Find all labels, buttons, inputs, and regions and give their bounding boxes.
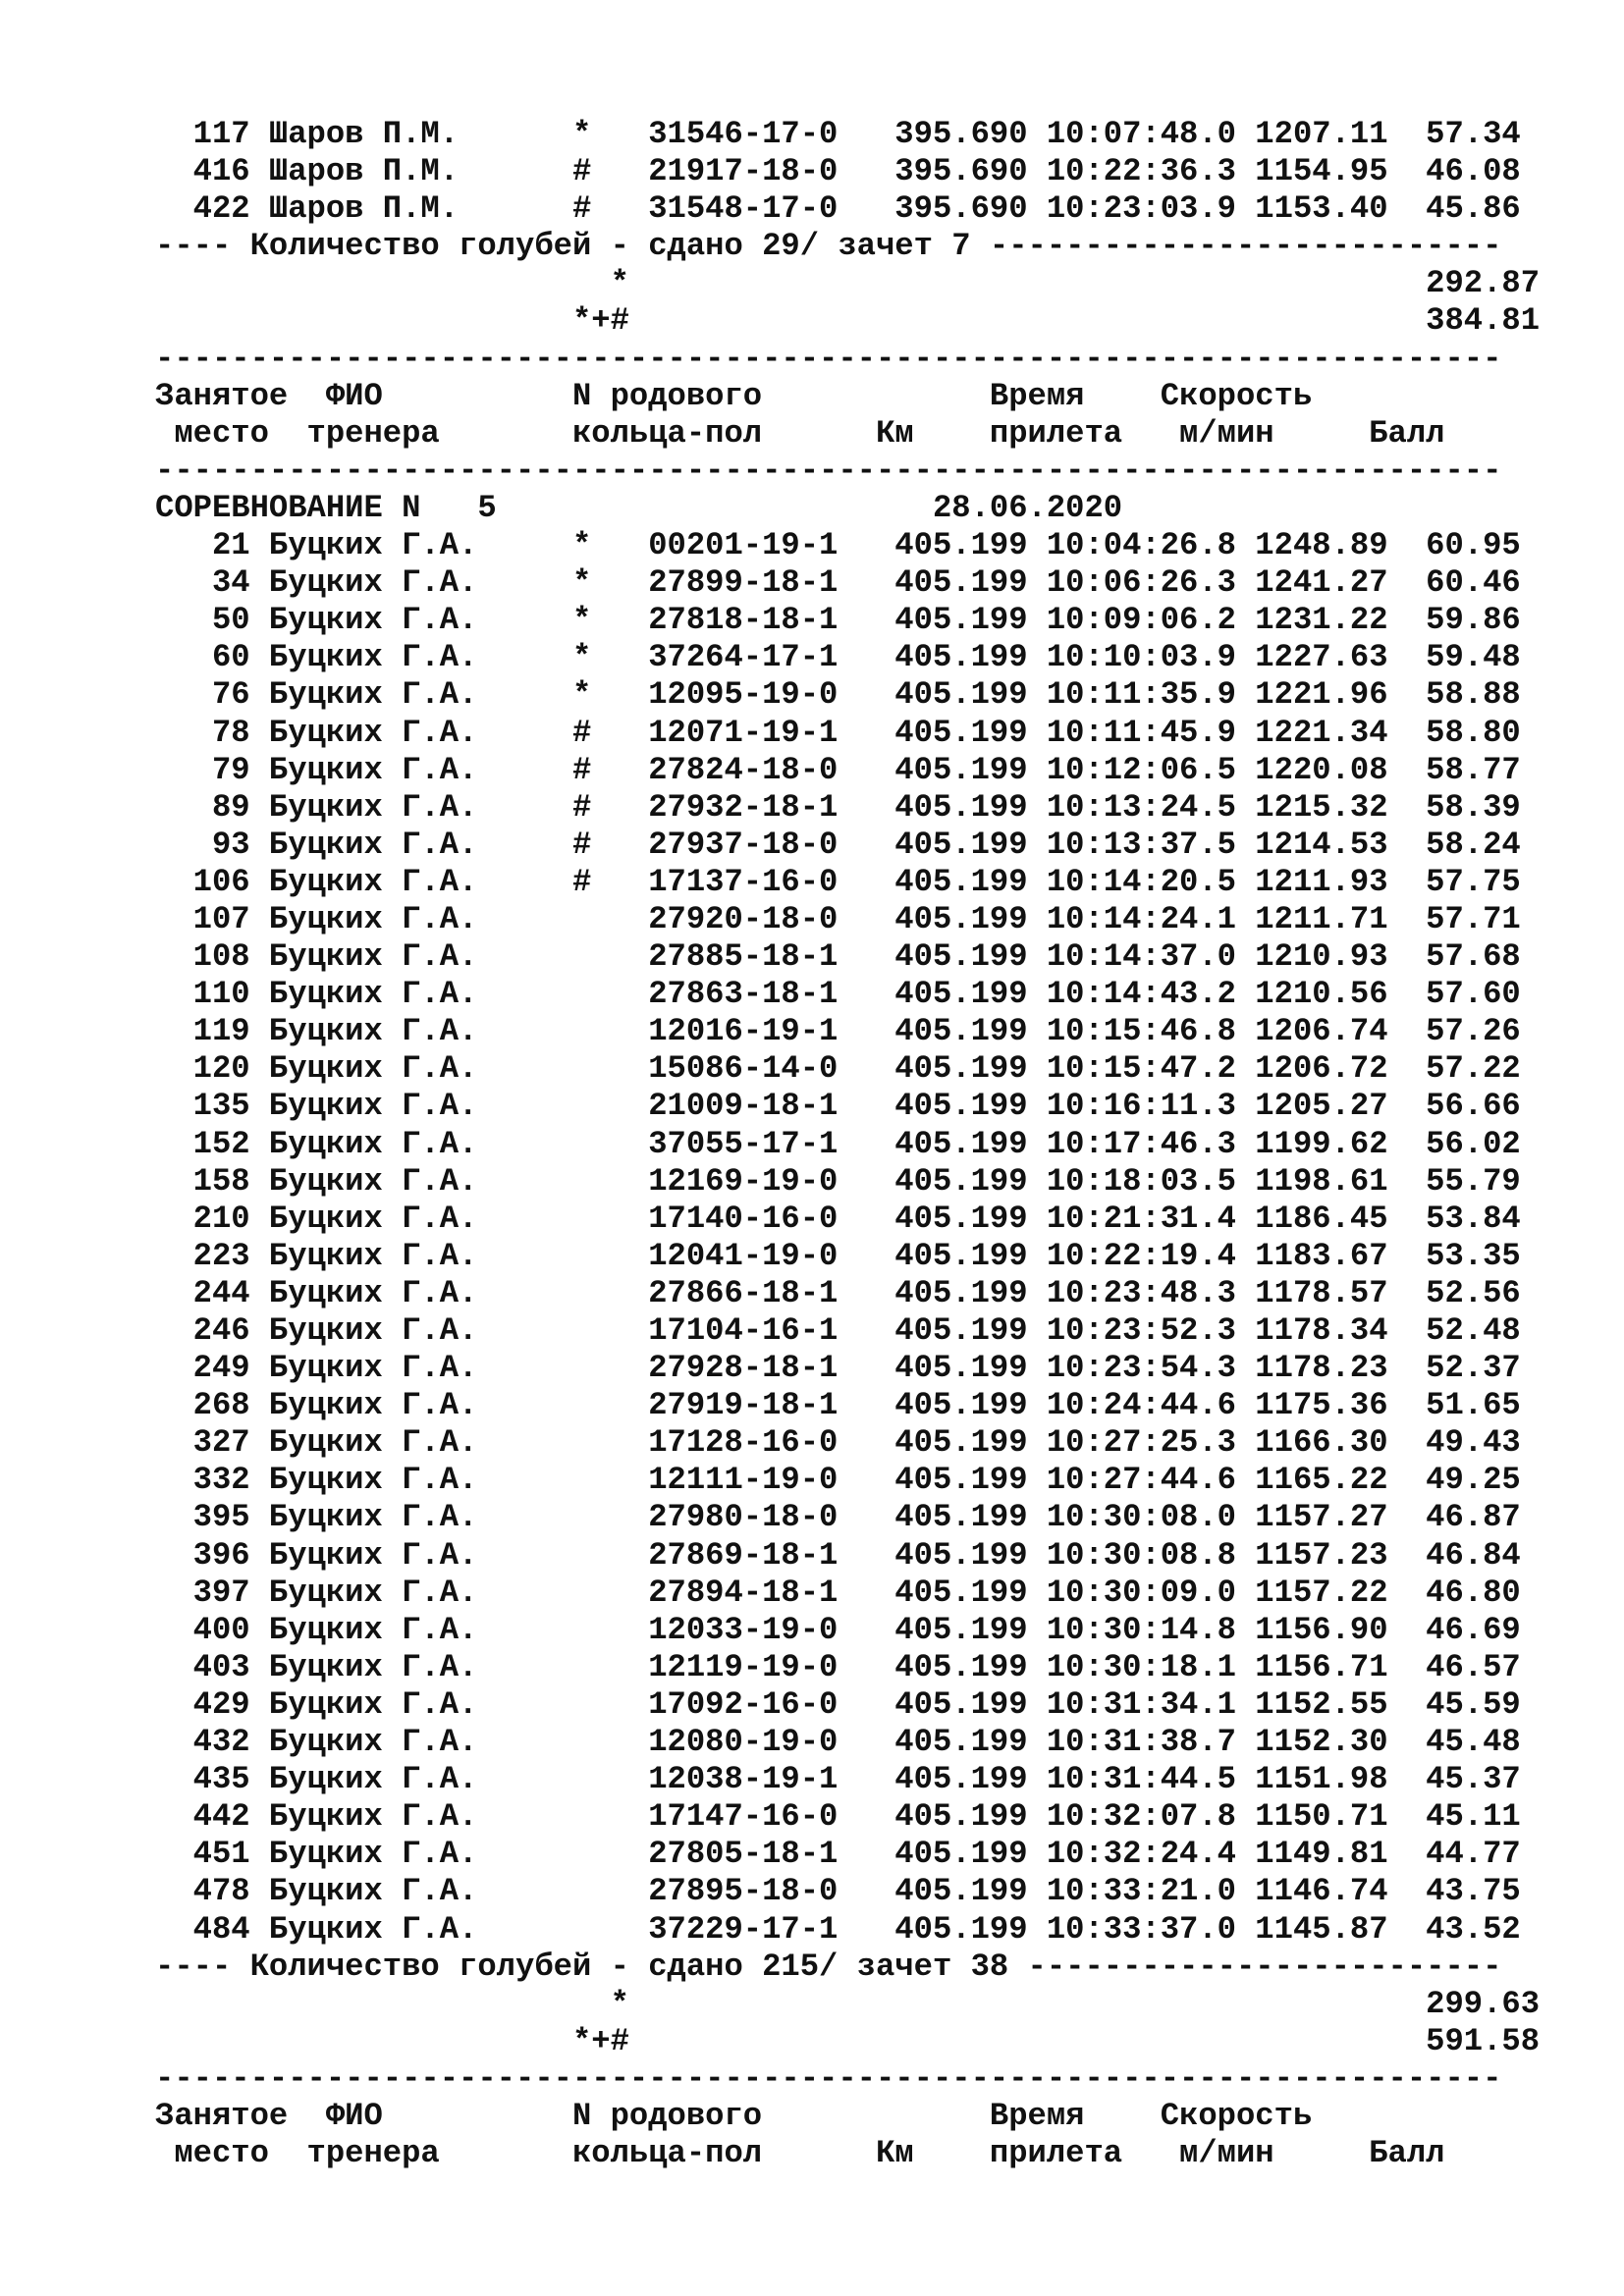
column-header-row-1: место тренера кольца-пол Км прилета м/мин Балл (155, 2135, 1445, 2172)
divider: Занятое ФИО N родового Время Скорость (155, 2097, 1313, 2134)
result-row: 451 Буцких Г.А. 27805-18-1 405.199 10:32:24.4 1149.81 44.77 (155, 1836, 1521, 1873)
result-row: 327 Буцких Г.А. 17128-16-0 405.199 10:27:25.3 1166.30 49.43 (155, 1424, 1521, 1462)
result-row: 135 Буцких Г.А. 21009-18-1 405.199 10:16:11.3 1205.27 56.66 (155, 1088, 1521, 1125)
summary-line: * 299.63 (155, 1985, 1541, 2022)
result-row: 395 Буцких Г.А. 27980-18-0 405.199 10:30:08.0 1157.27 46.87 (155, 1499, 1521, 1536)
result-row: 117 Шаров П.М. * 31546-17-0 395.690 10:07:48.0 1207.11 57.34 (155, 116, 1521, 152)
result-row: 478 Буцких Г.А. 27895-18-0 405.199 10:33:21.0 1146.74 43.75 (155, 1873, 1521, 1910)
result-row: 416 Шаров П.М. # 21917-18-0 395.690 10:22:36.3 1154.95 46.08 (155, 153, 1521, 190)
result-row: 268 Буцких Г.А. 27919-18-1 405.199 10:24:44.6 1175.36 51.65 (155, 1387, 1521, 1424)
result-row: 432 Буцких Г.А. 12080-19-0 405.199 10:31:38.7 1152.30 45.48 (155, 1724, 1521, 1761)
result-row: 403 Буцких Г.А. 12119-19-0 405.199 10:30:18.1 1156.71 46.57 (155, 1648, 1521, 1685)
result-row: 442 Буцких Г.А. 17147-16-0 405.199 10:32:07.8 1150.71 45.11 (155, 1798, 1521, 1836)
result-row: 435 Буцких Г.А. 12038-19-1 405.199 10:31:44.5 1151.98 45.37 (155, 1761, 1521, 1798)
result-row: 400 Буцких Г.А. 12033-19-0 405.199 10:30:14.8 1156.90 46.69 (155, 1611, 1521, 1648)
result-row: 210 Буцких Г.А. 17140-16-0 405.199 10:21:31.4 1186.45 53.84 (155, 1200, 1521, 1237)
subtotal-star: *+# 591.58 (155, 2022, 1541, 2059)
subtotal-star-plus-hash: ----------------------------------------------------------------------- (155, 2059, 1502, 2097)
result-row: 396 Буцких Г.А. 27869-18-1 405.199 10:30:08.8 1157.23 46.84 (155, 1536, 1521, 1574)
result-row: 152 Буцких Г.А. 37055-17-1 405.199 10:17:46.3 1199.62 56.02 (155, 1125, 1521, 1162)
result-row: 50 Буцких Г.А. * 27818-18-1 405.199 10:09:06.2 1231.22 59.86 (155, 602, 1521, 639)
result-row: 76 Буцких Г.А. * 12095-19-0 405.199 10:11:35.9 1221.96 58.88 (155, 676, 1521, 714)
competition-title: СОРЕВНОВАНИЕ N 5 28.06.2020 (155, 489, 1123, 526)
result-row: 158 Буцких Г.А. 12169-19-0 405.199 10:18:03.5 1198.61 55.79 (155, 1162, 1521, 1200)
result-row: 249 Буцких Г.А. 27928-18-1 405.199 10:23:54.3 1178.23 52.37 (155, 1350, 1521, 1387)
column-header-row-1: Занятое ФИО N родового Время Скорость (155, 377, 1313, 414)
subtotal-star-plus-hash: *+# 384.81 (155, 302, 1541, 340)
result-row: 79 Буцких Г.А. # 27824-18-0 405.199 10:12:06.5 1220.08 58.77 (155, 751, 1521, 788)
result-row: 244 Буцких Г.А. 27866-18-1 405.199 10:23:48.3 1178.57 52.56 (155, 1274, 1521, 1311)
result-row: 397 Буцких Г.А. 27894-18-1 405.199 10:30:09.0 1157.22 46.80 (155, 1574, 1521, 1611)
result-row: 89 Буцких Г.А. # 27932-18-1 405.199 10:13:24.5 1215.32 58.39 (155, 788, 1521, 826)
result-row: 223 Буцких Г.А. 12041-19-0 405.199 10:22:19.4 1183.67 53.35 (155, 1237, 1521, 1274)
result-row: 422 Шаров П.М. # 31548-17-0 395.690 10:23:03.9 1153.40 45.86 (155, 190, 1521, 228)
result-row: 332 Буцких Г.А. 12111-19-0 405.199 10:27:44.6 1165.22 49.25 (155, 1462, 1521, 1499)
divider: ----------------------------------------------------------------------- (155, 340, 1502, 377)
result-row: 60 Буцких Г.А. * 37264-17-1 405.199 10:10:03.9 1227.63 59.48 (155, 639, 1521, 676)
result-row: 110 Буцких Г.А. 27863-18-1 405.199 10:14:43.2 1210.56 57.60 (155, 976, 1521, 1013)
result-row: 106 Буцких Г.А. # 17137-16-0 405.199 10:14:20.5 1211.93 57.75 (155, 863, 1521, 900)
result-row: 429 Буцких Г.А. 17092-16-0 405.199 10:31:34.1 1152.55 45.59 (155, 1685, 1521, 1723)
results-listing (155, 116, 1589, 2210)
result-row: 34 Буцких Г.А. * 27899-18-1 405.199 10:06:26.3 1241.27 60.46 (155, 564, 1521, 602)
column-header-row-2 (155, 2172, 1589, 2210)
result-row: 120 Буцких Г.А. 15086-14-0 405.199 10:15:47.2 1206.72 57.22 (155, 1050, 1521, 1088)
result-row: ---- Количество голубей - сдано 215/ зачет 38 ------------------------- (155, 1948, 1502, 1985)
subtotal-star: * 292.87 (155, 265, 1541, 302)
column-header-row-2: место тренера кольца-пол Км прилета м/мин Балл (155, 414, 1445, 452)
summary-line: ---- Количество голубей - сдано 29/ зачет 7 --------------------------- (155, 228, 1502, 265)
result-row: 119 Буцких Г.А. 12016-19-1 405.199 10:15:46.8 1206.74 57.26 (155, 1013, 1521, 1050)
result-row: 21 Буцких Г.А. * 00201-19-1 405.199 10:04:26.8 1248.89 60.95 (155, 527, 1521, 564)
divider: ----------------------------------------------------------------------- (155, 452, 1502, 489)
result-row: 246 Буцких Г.А. 17104-16-1 405.199 10:23:52.3 1178.34 52.48 (155, 1312, 1521, 1349)
result-row: 93 Буцких Г.А. # 27937-18-0 405.199 10:13:37.5 1214.53 58.24 (155, 826, 1521, 863)
result-row: 108 Буцких Г.А. 27885-18-1 405.199 10:14:37.0 1210.93 57.68 (155, 938, 1521, 976)
result-row: 107 Буцких Г.А. 27920-18-0 405.199 10:14:24.1 1211.71 57.71 (155, 900, 1521, 937)
result-row: 78 Буцких Г.А. # 12071-19-1 405.199 10:11:45.9 1221.34 58.80 (155, 714, 1521, 751)
result-row: 484 Буцких Г.А. 37229-17-1 405.199 10:33:37.0 1145.87 43.52 (155, 1910, 1521, 1948)
